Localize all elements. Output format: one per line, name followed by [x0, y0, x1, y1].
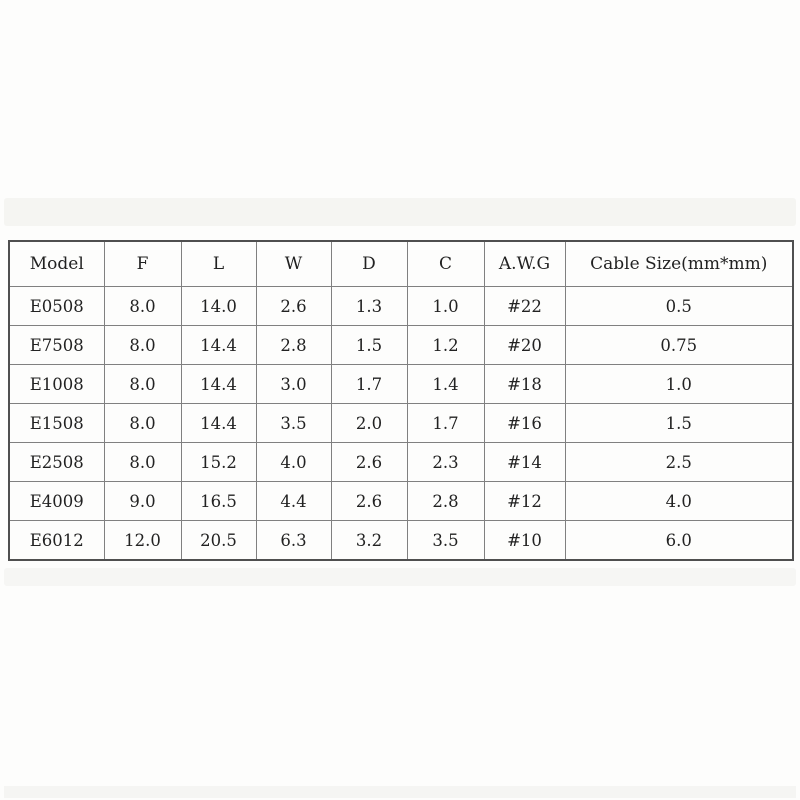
value-cell: 2.8 — [407, 482, 484, 521]
value-cell: 0.75 — [565, 326, 793, 365]
value-cell: 1.0 — [407, 287, 484, 326]
table-body — [9, 287, 793, 561]
value-cell: 6.0 — [565, 521, 793, 561]
value-cell: 16.5 — [181, 482, 256, 521]
table-row — [9, 404, 793, 443]
value-cell: 14.4 — [181, 404, 256, 443]
value-cell: 20.5 — [181, 521, 256, 561]
value-cell: 14.4 — [181, 326, 256, 365]
value-cell: 15.2 — [181, 443, 256, 482]
value-cell: #10 — [484, 521, 565, 561]
value-cell: 1.3 — [331, 287, 407, 326]
value-cell: 8.0 — [104, 287, 181, 326]
value-cell: 1.7 — [407, 404, 484, 443]
column-header-d: D — [331, 241, 407, 287]
value-cell: 2.8 — [256, 326, 331, 365]
value-cell: 12.0 — [104, 521, 181, 561]
value-cell: 3.5 — [407, 521, 484, 561]
scan-artifact-band-bottom — [4, 568, 796, 586]
value-cell: 3.5 — [256, 404, 331, 443]
column-header-model: Model — [9, 241, 104, 287]
column-header-a-w-g: A.W.G — [484, 241, 565, 287]
value-cell: #18 — [484, 365, 565, 404]
header-row — [9, 241, 793, 287]
value-cell: #20 — [484, 326, 565, 365]
value-cell: 1.4 — [407, 365, 484, 404]
value-cell: 2.5 — [565, 443, 793, 482]
value-cell: 2.6 — [256, 287, 331, 326]
value-cell: 6.3 — [256, 521, 331, 561]
column-header-w: W — [256, 241, 331, 287]
model-cell: E4009 — [9, 482, 104, 521]
model-cell: E6012 — [9, 521, 104, 561]
value-cell: 8.0 — [104, 443, 181, 482]
value-cell: #16 — [484, 404, 565, 443]
value-cell: 14.4 — [181, 365, 256, 404]
model-cell: E1008 — [9, 365, 104, 404]
value-cell: 1.5 — [331, 326, 407, 365]
value-cell: 2.0 — [331, 404, 407, 443]
column-header-f: F — [104, 241, 181, 287]
value-cell: #14 — [484, 443, 565, 482]
model-cell: E2508 — [9, 443, 104, 482]
value-cell: 8.0 — [104, 365, 181, 404]
value-cell: 14.0 — [181, 287, 256, 326]
value-cell: 1.0 — [565, 365, 793, 404]
column-header-c: C — [407, 241, 484, 287]
value-cell: 9.0 — [104, 482, 181, 521]
model-cell: E1508 — [9, 404, 104, 443]
value-cell: 8.0 — [104, 404, 181, 443]
value-cell: 4.0 — [565, 482, 793, 521]
value-cell: 3.0 — [256, 365, 331, 404]
value-cell: #22 — [484, 287, 565, 326]
table-row — [9, 326, 793, 365]
value-cell: 1.2 — [407, 326, 484, 365]
value-cell: 0.5 — [565, 287, 793, 326]
value-cell: 2.6 — [331, 443, 407, 482]
table-row — [9, 287, 793, 326]
table-row — [9, 443, 793, 482]
column-header-cable-size-mm-mm: Cable Size(mm*mm) — [565, 241, 793, 287]
scan-artifact-band-top — [4, 198, 796, 226]
column-header-l: L — [181, 241, 256, 287]
spec-table — [8, 240, 794, 561]
table-row — [9, 365, 793, 404]
table-row — [9, 482, 793, 521]
model-cell: E7508 — [9, 326, 104, 365]
table-row — [9, 521, 793, 561]
value-cell: 4.0 — [256, 443, 331, 482]
value-cell: 1.5 — [565, 404, 793, 443]
value-cell: 1.7 — [331, 365, 407, 404]
model-cell: E0508 — [9, 287, 104, 326]
value-cell: 3.2 — [331, 521, 407, 561]
value-cell: 2.3 — [407, 443, 484, 482]
value-cell: 2.6 — [331, 482, 407, 521]
value-cell: 4.4 — [256, 482, 331, 521]
scan-artifact-band-footer — [4, 786, 796, 798]
value-cell: 8.0 — [104, 326, 181, 365]
value-cell: #12 — [484, 482, 565, 521]
